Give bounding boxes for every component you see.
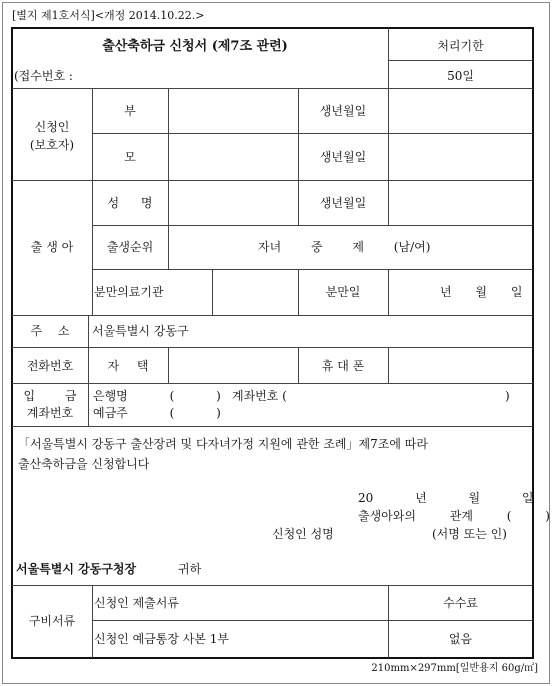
newborn-birthdate-label: 생년월일 xyxy=(319,196,367,210)
bank-name-field[interactable]: 은행명 ( ) xyxy=(93,389,221,403)
recipient-name: 서울특별시 강동구청장 xyxy=(16,562,137,576)
newborn-birthdate-field[interactable] xyxy=(389,181,532,224)
mobile-phone-label: 휴 대 폰 xyxy=(321,359,365,373)
processing-period-value: 50일 xyxy=(447,69,474,83)
relation-to-newborn[interactable]: 출생아와의 관계 ( ) xyxy=(358,509,550,523)
mother-name-field[interactable] xyxy=(169,134,297,179)
applicant-name-label: 신청인 성명 xyxy=(272,527,334,541)
deposit-label-line1: 입 금 xyxy=(23,389,77,403)
applicant-section-label: 신청인 (보호자) xyxy=(29,120,75,152)
newborn-name-label: 성 명 xyxy=(107,196,153,210)
mother-label: 모 xyxy=(124,150,136,164)
father-label: 부 xyxy=(124,104,136,118)
statement-line-2: 출산축하금을 신청합니다 xyxy=(18,457,150,471)
statement-line-1: 「서울특별시 강동구 출산장려 및 다자녀가정 지원에 관한 조례」제7조에 따라 xyxy=(18,437,428,451)
home-phone-label: 자 택 xyxy=(107,359,149,373)
birth-order-value[interactable]: 자녀 중 제 (남/여) xyxy=(258,240,431,254)
account-holder-field[interactable]: 예금주 ( ) xyxy=(93,406,221,420)
fee-header: 수수료 xyxy=(443,596,478,610)
document-item-2: 신청인 예금통장 사본 1부 xyxy=(94,632,229,646)
receipt-number-label: (접수번호 : xyxy=(14,69,73,83)
home-phone-field[interactable] xyxy=(169,348,297,382)
account-number-label[interactable]: 계좌번호 ( xyxy=(232,389,287,403)
mother-birthdate-field[interactable] xyxy=(389,134,532,179)
fee-value: 없음 xyxy=(448,632,473,646)
birth-order-label: 출생순위 xyxy=(106,240,154,254)
delivery-date-value[interactable]: 년 월 일 xyxy=(440,285,523,299)
father-name-field[interactable] xyxy=(169,89,297,132)
father-birthdate-field[interactable] xyxy=(389,89,532,132)
delivery-hospital-field[interactable] xyxy=(213,270,297,314)
father-birthdate-label: 생년월일 xyxy=(319,104,367,118)
paper-size-note: 210mm×297mm[일반용지 60g/㎡] xyxy=(371,663,538,674)
address-value[interactable]: 서울특별시 강동구 xyxy=(92,324,189,338)
delivery-date-label: 분만일 xyxy=(325,285,361,299)
mother-birthdate-label: 생년월일 xyxy=(319,150,367,164)
form-title: 출산축하금 신청서 (제7조 관련) xyxy=(102,39,288,54)
required-documents-label: 구비서류 xyxy=(28,614,76,628)
document-item-1: 신청인 제출서류 xyxy=(94,596,179,610)
address-label: 주 소 xyxy=(30,324,70,338)
recipient-suffix: 귀하 xyxy=(178,562,202,576)
processing-period-label: 처리기한 xyxy=(437,39,484,53)
mobile-phone-field[interactable] xyxy=(389,348,532,382)
application-date[interactable]: 20 년 월 일 xyxy=(358,491,534,505)
form-number-note: [별지 제1호서식]<개정 2014.10.22.> xyxy=(12,9,205,22)
deposit-label-line2: 계좌번호 xyxy=(26,406,74,420)
newborn-section-label: 출 생 아 xyxy=(30,240,74,254)
account-number-close: ) xyxy=(505,389,510,403)
newborn-name-field[interactable] xyxy=(169,181,297,224)
signature-note[interactable]: (서명 또는 인) xyxy=(432,527,507,541)
delivery-hospital-label: 분만의료기관 xyxy=(94,285,164,299)
phone-label: 전화번호 xyxy=(26,359,74,373)
